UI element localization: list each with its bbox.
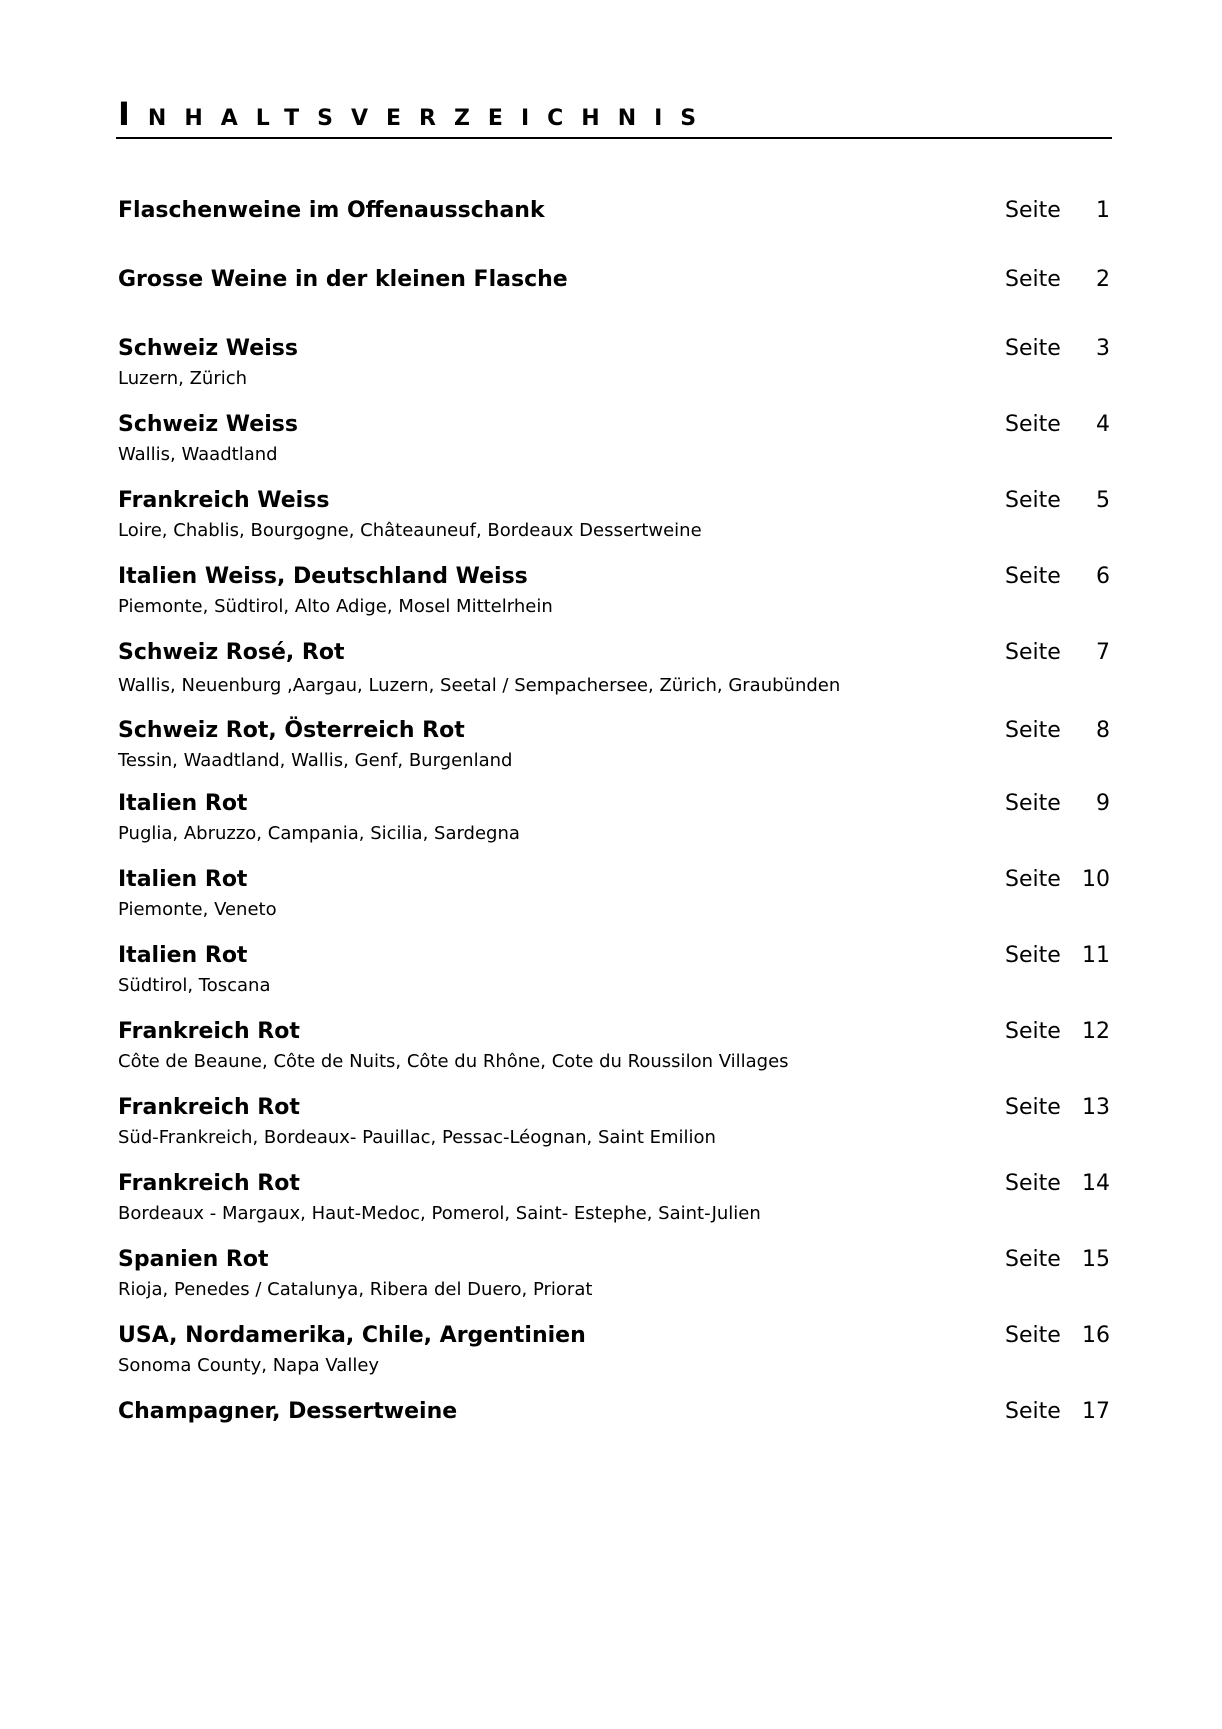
toc-entry-page-number: 4 <box>1096 412 1110 437</box>
toc-entry-page-number: 17 <box>1082 1399 1110 1424</box>
toc-entry-page-number: 1 <box>1096 198 1110 223</box>
toc-entry-regions: Süd-Frankreich, Bordeaux- Pauillac, Pessac-Léognan, Saint Emilion <box>118 1127 716 1148</box>
toc-entry <box>116 410 1112 465</box>
toc-entry <box>116 1169 1112 1224</box>
toc-entry-title: Frankreich Rot <box>118 1019 300 1044</box>
toc-entry-title: Frankreich Weiss <box>118 488 330 513</box>
toc-entry-page-number: 11 <box>1082 943 1110 968</box>
toc-entry <box>116 1017 1112 1072</box>
toc-entry-page-label: Seite <box>1005 1171 1061 1196</box>
toc-entry-regions: Tessin, Waadtland, Wallis, Genf, Burgenland <box>118 750 513 771</box>
toc-entry <box>116 562 1112 617</box>
toc-entry-title: Italien Rot <box>118 943 248 968</box>
toc-entry <box>116 1321 1112 1376</box>
toc-entry-regions: Côte de Beaune, Côte de Nuits, Côte du Rhône, Cote du Roussilon Villages <box>118 1051 789 1072</box>
toc-entry <box>116 196 1112 226</box>
toc-entry-page-number: 10 <box>1082 867 1110 892</box>
toc-entry-regions: Wallis, Neuenburg ,Aargau, Luzern, Seetal / Sempachersee, Zürich, Graubünden <box>118 675 841 696</box>
toc-entry-regions: Loire, Chablis, Bourgogne, Châteauneuf, Bordeaux Dessertweine <box>118 520 702 541</box>
toc-entry <box>116 1397 1112 1427</box>
toc-entry-title: Spanien Rot <box>118 1247 269 1272</box>
toc-entry-page-number: 12 <box>1082 1019 1110 1044</box>
toc-entry <box>116 638 1112 696</box>
toc-entry-regions: Puglia, Abruzzo, Campania, Sicilia, Sardegna <box>118 823 520 844</box>
toc-entry <box>116 789 1112 844</box>
toc-entry-regions: Südtirol, Toscana <box>118 975 271 996</box>
toc-entry-page-label: Seite <box>1005 1399 1061 1424</box>
toc-entry-page-label: Seite <box>1005 1247 1061 1272</box>
toc-entry-page-number: 2 <box>1096 267 1110 292</box>
toc-entry-page-number: 7 <box>1096 640 1110 665</box>
toc-entry <box>116 1093 1112 1148</box>
toc-entry-page-number: 14 <box>1082 1171 1110 1196</box>
toc-entry-title: Frankreich Rot <box>118 1171 300 1196</box>
toc-entry-title: Schweiz Rosé, Rot <box>118 640 345 665</box>
toc-entry-title: Frankreich Rot <box>118 1095 300 1120</box>
toc-entry-title: Flaschenweine im Offenausschank <box>118 198 545 223</box>
toc-entry-page-label: Seite <box>1005 1323 1061 1348</box>
toc-entry <box>116 265 1112 295</box>
toc-heading-rest: NHALTSVERZEICHNIS <box>147 106 715 131</box>
toc-entry <box>116 1245 1112 1300</box>
toc-entry-page-number: 8 <box>1096 718 1110 743</box>
toc-entry-page-number: 5 <box>1096 488 1110 513</box>
toc-entry-title: Italien Rot <box>118 867 248 892</box>
toc-entry-page-label: Seite <box>1005 488 1061 513</box>
toc-entry-regions: Sonoma County, Napa Valley <box>118 1355 380 1376</box>
toc-entry-page-number: 3 <box>1096 336 1110 361</box>
toc-entry-title: Italien Weiss, Deutschland Weiss <box>118 564 528 589</box>
toc-entry-page-number: 9 <box>1096 791 1110 816</box>
toc-entry-page-label: Seite <box>1005 1095 1061 1120</box>
toc-entry-regions: Bordeaux - Margaux, Haut-Medoc, Pomerol, Saint- Estephe, Saint-Julien <box>118 1203 761 1224</box>
toc-entry-page-label: Seite <box>1005 867 1061 892</box>
toc-entry-page-number: 15 <box>1082 1247 1110 1272</box>
toc-entry-page-number: 16 <box>1082 1323 1110 1348</box>
toc-page <box>116 95 1112 1424</box>
toc-heading-initial: I <box>118 95 148 133</box>
toc-entry-title: USA, Nordamerika, Chile, Argentinien <box>118 1323 586 1348</box>
toc-entry <box>116 334 1112 389</box>
toc-entry-regions: Wallis, Waadtland <box>118 444 278 465</box>
toc-entry-page-label: Seite <box>1005 943 1061 968</box>
toc-entry <box>116 486 1112 541</box>
toc-entry-title: Schweiz Rot, Österreich Rot <box>118 718 465 743</box>
toc-entry-page-label: Seite <box>1005 718 1061 743</box>
toc-entry-title: Grosse Weine in der kleinen Flasche <box>118 267 568 292</box>
toc-entry-title: Italien Rot <box>118 791 248 816</box>
toc-entry-page-label: Seite <box>1005 198 1061 223</box>
toc-entry-regions: Rioja, Penedes / Catalunya, Ribera del Duero, Priorat <box>118 1279 593 1300</box>
toc-entry-regions: Luzern, Zürich <box>118 368 248 389</box>
toc-entry-page-number: 6 <box>1096 564 1110 589</box>
toc-heading <box>116 96 1112 132</box>
toc-entry <box>116 941 1112 996</box>
toc-entry <box>116 716 1112 771</box>
heading-rule <box>116 137 1112 139</box>
toc-entry-page-number: 13 <box>1082 1095 1110 1120</box>
toc-entry-title: Schweiz Weiss <box>118 336 298 361</box>
toc-entry-page-label: Seite <box>1005 412 1061 437</box>
toc-entry-page-label: Seite <box>1005 791 1061 816</box>
toc-entry-regions: Piemonte, Veneto <box>118 899 277 920</box>
toc-entry-regions: Piemonte, Südtirol, Alto Adige, Mosel Mittelrhein <box>118 596 553 617</box>
toc-entry-page-label: Seite <box>1005 267 1061 292</box>
toc-entry <box>116 865 1112 920</box>
toc-entry-page-label: Seite <box>1005 640 1061 665</box>
toc-entry-page-label: Seite <box>1005 564 1061 589</box>
toc-entry-page-label: Seite <box>1005 1019 1061 1044</box>
toc-entry-title: Champagner, Dessertweine <box>118 1399 458 1424</box>
toc-entry-page-label: Seite <box>1005 336 1061 361</box>
toc-entry-title: Schweiz Weiss <box>118 412 298 437</box>
